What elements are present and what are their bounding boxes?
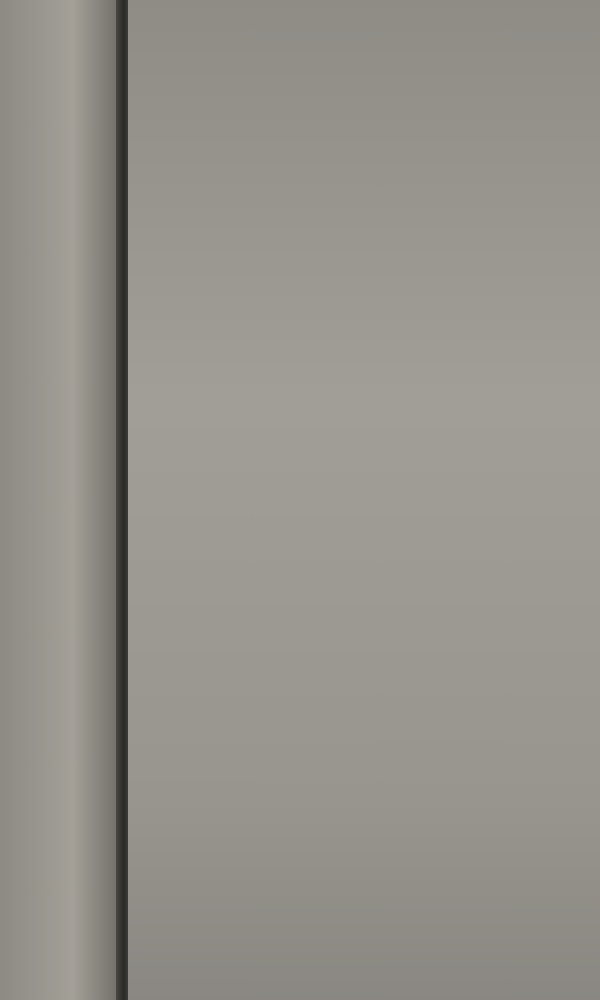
table-of-contents [128,0,600,1000]
left-page [0,0,122,1000]
right-page [128,0,600,1000]
